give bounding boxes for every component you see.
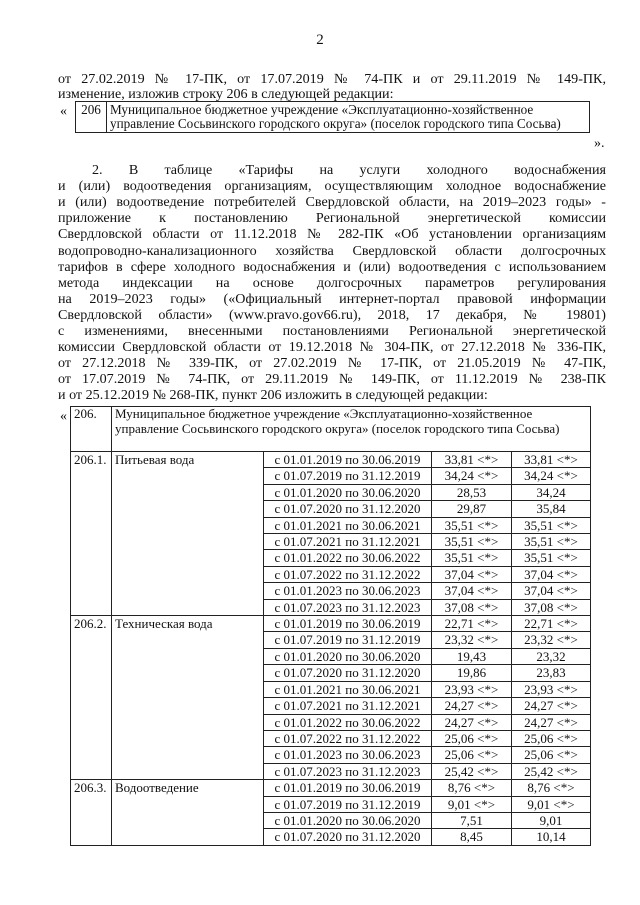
text-line: и (или) водоотведение потребителей Свердловской области, на 2019–2023 годы» - [58, 194, 606, 211]
period-cell: с 01.01.2023 по 30.06.2023 [264, 583, 432, 599]
row-number: 206 [76, 102, 107, 133]
tariff-value-1: 35,51 <*> [432, 517, 512, 533]
text-line: с изменениями, внесенными постановлениями Региональной энергетической [58, 323, 606, 339]
tariff-value-1: 23,32 <*> [432, 632, 512, 648]
tariff-value-1: 33,81 <*> [432, 452, 512, 468]
group-number: 206.2. [71, 616, 112, 780]
text-line: 2. В таблице «Тарифы на услуги холодного водоснабжения [92, 162, 606, 178]
open-quote: « [60, 104, 67, 119]
tariff-value-2: 33,81 <*> [512, 452, 591, 468]
tariff-value-2: 23,93 <*> [512, 681, 591, 697]
period-cell: с 01.01.2021 по 30.06.2021 [264, 517, 432, 533]
tariff-value-2: 23,83 [512, 665, 591, 681]
tariff-value-2: 23,32 [512, 648, 591, 664]
tariff-value-2: 9,01 [512, 812, 591, 828]
period-cell: с 01.07.2021 по 31.12.2021 [264, 698, 432, 714]
header-organization: Муниципальное бюджетное учреждение «Эксплуатационно-хозяйственное управление Сосьвинского городского округа» (поселок городского типа Сосьва) [112, 407, 591, 452]
period-cell: с 01.01.2021 по 30.06.2021 [264, 681, 432, 697]
text-line: тарифов в сфере холодного водоснабжения и (или) водоотведения с использованием [58, 258, 606, 275]
period-cell: с 01.07.2022 по 31.12.2022 [264, 730, 432, 746]
group-name: Техническая вода [112, 616, 264, 780]
header-number: 206. [71, 407, 112, 452]
period-cell: с 01.07.2020 по 31.12.2020 [264, 501, 432, 517]
open-quote-2: « [60, 409, 67, 424]
period-cell: с 01.01.2023 по 30.06.2023 [264, 747, 432, 763]
text-line: на 2019–2023 годы» («Официальный интернет-портал правовой информации [58, 290, 606, 307]
tariff-value-2: 24,27 <*> [512, 698, 591, 714]
page-number: 2 [316, 32, 324, 48]
group-name: Питьевая вода [112, 452, 264, 616]
tariff-value-1: 35,51 <*> [432, 550, 512, 566]
tariff-value-2: 10,14 [512, 829, 591, 845]
text-line: от 17.07.2019 № 74-ПК, от 29.11.2019 № 149-ПК, от 11.12.2019 № 238-ПК [58, 371, 606, 388]
period-cell: с 01.01.2020 по 30.06.2020 [264, 484, 432, 500]
tariff-value-1: 24,27 <*> [432, 698, 512, 714]
table-row [71, 616, 591, 632]
tariff-value-1: 28,53 [432, 484, 512, 500]
tariff-value-2: 35,51 <*> [512, 534, 591, 550]
period-cell: с 01.07.2022 по 31.12.2022 [264, 566, 432, 582]
table-row [71, 452, 591, 468]
tariff-value-2: 35,84 [512, 501, 591, 517]
text-line: Свердловской области от 11.12.2018 № 282-ПК «Об установлении организациям [58, 226, 606, 243]
group-number: 206.3. [71, 780, 112, 846]
period-cell: с 01.01.2019 по 30.06.2019 [264, 452, 432, 468]
tariff-value-1: 25,06 <*> [432, 730, 512, 746]
tariff-value-2: 25,06 <*> [512, 747, 591, 763]
table-header-row [71, 407, 591, 452]
period-cell: с 01.07.2023 по 31.12.2023 [264, 599, 432, 615]
tariff-value-2: 35,51 <*> [512, 550, 591, 566]
close-quote: ». [594, 136, 605, 151]
text-line: водопроводно-канализационного хозяйства Свердловской области долгосрочных [58, 242, 606, 259]
text-line: Свердловской области» (www.pravo.gov66.ru), 2018, 17 декабря, № 19801) [58, 306, 606, 323]
tariff-value-2: 8,76 <*> [512, 780, 591, 796]
tariff-value-1: 23,93 <*> [432, 681, 512, 697]
tariff-value-2: 37,08 <*> [512, 599, 591, 615]
tariff-value-1: 8,76 <*> [432, 780, 512, 796]
tariff-value-1: 37,08 <*> [432, 599, 512, 615]
tariff-value-1: 25,06 <*> [432, 747, 512, 763]
text-line: приложение к постановлению Региональной энергетической комиссии [58, 210, 606, 227]
group-name: Водоотведение [112, 780, 264, 846]
period-cell: с 01.07.2020 по 31.12.2020 [264, 665, 432, 681]
tariff-value-1: 34,24 <*> [432, 468, 512, 484]
period-cell: с 01.01.2022 по 30.06.2022 [264, 714, 432, 730]
tariff-value-1: 25,42 <*> [432, 763, 512, 779]
tariff-value-1: 19,86 [432, 665, 512, 681]
text-line: и от 25.12.2019 № 268-ПК, пункт 206 изложить в следующей редакции: [58, 387, 488, 404]
tariff-value-2: 24,27 <*> [512, 714, 591, 730]
text-line: метода индексации на основе долгосрочных параметров регулирования [58, 274, 606, 291]
group-number: 206.1. [71, 452, 112, 616]
text-line: изменение, изложив строку 206 в следующей редакции: [58, 86, 394, 102]
tariff-value-1: 37,04 <*> [432, 583, 512, 599]
period-cell: с 01.07.2023 по 31.12.2023 [264, 763, 432, 779]
tariff-value-2: 37,04 <*> [512, 583, 591, 599]
tariff-value-1: 8,45 [432, 829, 512, 845]
table-row [76, 102, 590, 133]
period-cell: с 01.07.2020 по 31.12.2020 [264, 829, 432, 845]
tariff-value-2: 9,01 <*> [512, 796, 591, 812]
period-cell: с 01.07.2019 по 31.12.2019 [264, 796, 432, 812]
tariff-value-2: 23,32 <*> [512, 632, 591, 648]
tariff-value-2: 34,24 [512, 484, 591, 500]
tariff-value-1: 9,01 <*> [432, 796, 512, 812]
table-row [71, 780, 591, 796]
period-cell: с 01.01.2019 по 30.06.2019 [264, 780, 432, 796]
organization-name: Муниципальное бюджетное учреждение «Эксплуатационно-хозяйственное управление Сосьвинского городского округа» (поселок городского типа Сосьва) [107, 102, 590, 133]
tariff-value-1: 7,51 [432, 812, 512, 828]
tariff-value-1: 19,43 [432, 648, 512, 664]
period-cell: с 01.07.2021 по 31.12.2021 [264, 534, 432, 550]
tariff-value-2: 25,06 <*> [512, 730, 591, 746]
text-line: комиссии Свердловской области от 19.12.2018 № 304-ПК, от 27.12.2018 № 336-ПК, [58, 339, 606, 356]
period-cell: с 01.01.2022 по 30.06.2022 [264, 550, 432, 566]
tariff-value-1: 22,71 <*> [432, 616, 512, 632]
tariff-value-2: 35,51 <*> [512, 517, 591, 533]
tariff-value-2: 25,42 <*> [512, 763, 591, 779]
text-line: от 27.02.2019 № 17-ПК, от 17.07.2019 № 74-ПК и от 29.11.2019 № 149-ПК, [58, 71, 606, 87]
tariff-value-1: 29,87 [432, 501, 512, 517]
period-cell: с 01.01.2020 по 30.06.2020 [264, 648, 432, 664]
replacement-row-table [75, 101, 590, 133]
period-cell: с 01.01.2019 по 30.06.2019 [264, 616, 432, 632]
period-cell: с 01.07.2019 по 31.12.2019 [264, 632, 432, 648]
tariff-value-2: 34,24 <*> [512, 468, 591, 484]
tariff-value-2: 22,71 <*> [512, 616, 591, 632]
tariff-value-1: 35,51 <*> [432, 534, 512, 550]
tariff-value-1: 24,27 <*> [432, 714, 512, 730]
period-cell: с 01.07.2019 по 31.12.2019 [264, 468, 432, 484]
tariff-value-1: 37,04 <*> [432, 566, 512, 582]
period-cell: с 01.01.2020 по 30.06.2020 [264, 812, 432, 828]
tariff-value-2: 37,04 <*> [512, 566, 591, 582]
text-line: и (или) водоотведения организациям, осуществляющим холодное водоснабжение [58, 178, 606, 195]
text-line: от 27.12.2018 № 339-ПК, от 27.02.2019 № 17-ПК, от 21.05.2019 № 47-ПК, [58, 355, 606, 372]
tariff-table [70, 406, 591, 846]
